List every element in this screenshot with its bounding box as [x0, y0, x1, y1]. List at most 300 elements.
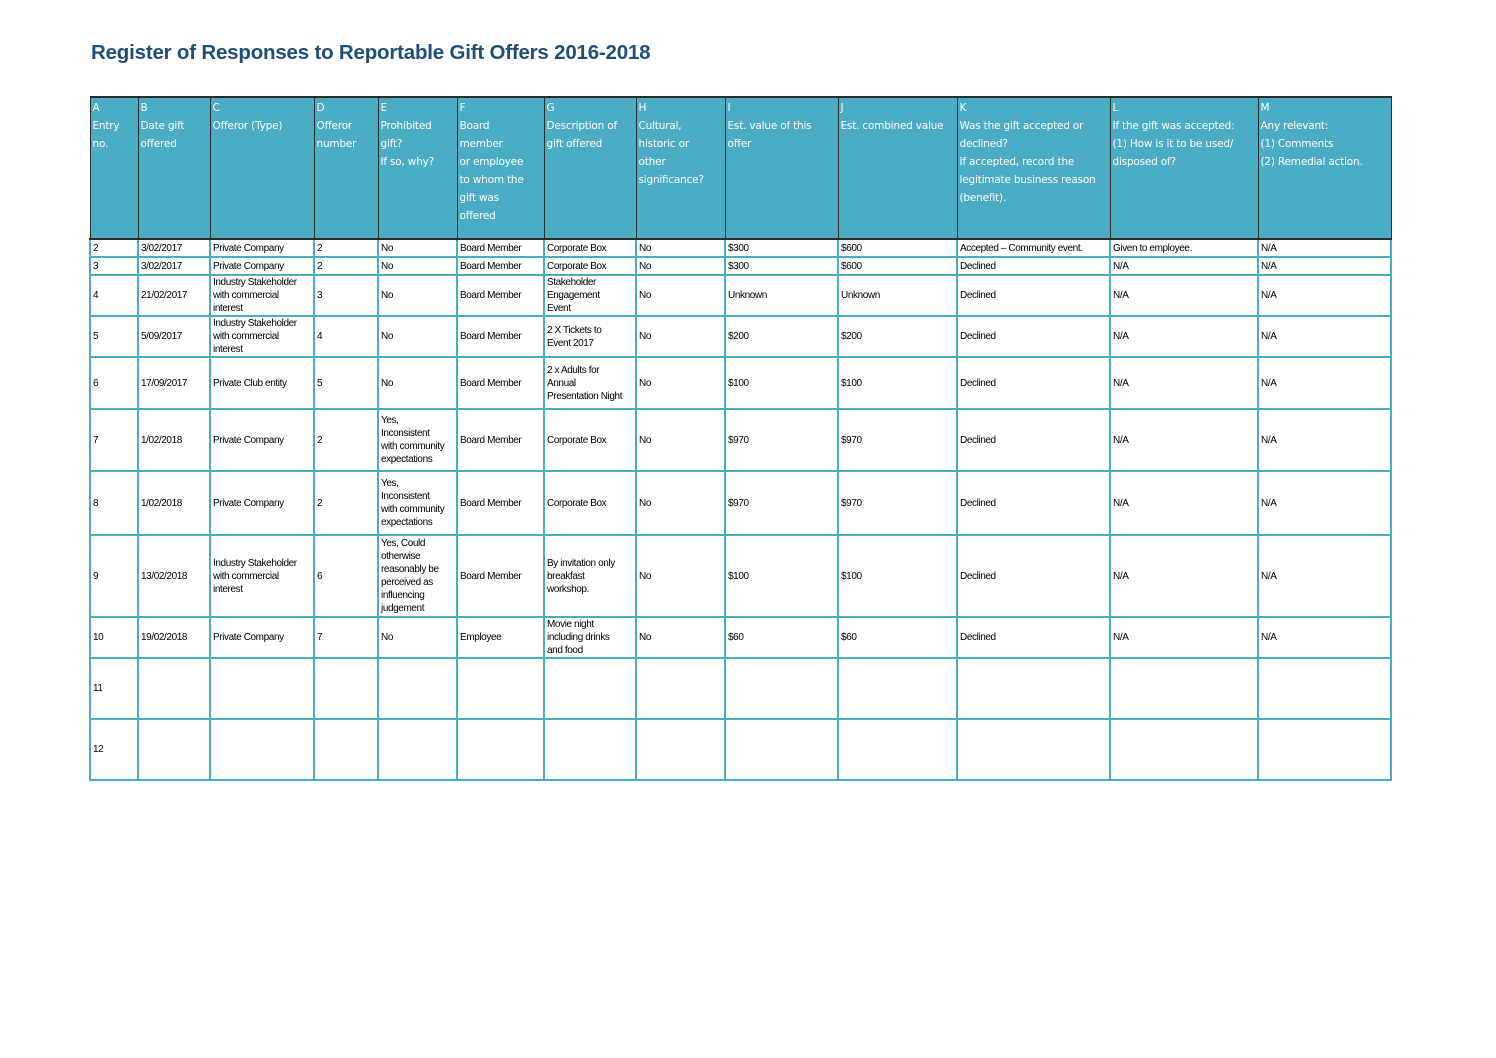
table-cell [1110, 535, 1258, 617]
table-cell [957, 471, 1110, 535]
table-cell [1258, 257, 1391, 275]
cell-line: N/A [1261, 632, 1277, 643]
cell-line: Inconsistent [381, 491, 430, 502]
table-cell [457, 239, 544, 257]
column-header-line: disposed of? [1112, 156, 1176, 168]
table-cell [957, 409, 1110, 471]
table-cell [544, 316, 636, 357]
table-cell [90, 257, 138, 275]
table-cell [544, 409, 636, 471]
table-cell [838, 719, 957, 780]
table-cell [314, 658, 378, 719]
column-header-line: to whom the [459, 174, 524, 186]
column-header-line: Was the gift accepted or [959, 120, 1084, 132]
column-header-i [725, 97, 838, 239]
table-cell [1110, 719, 1258, 780]
cell-line: No [381, 260, 393, 272]
cell-line: Industry Stakeholder [213, 318, 297, 329]
cell-line: No [639, 377, 651, 389]
table-cell [636, 719, 725, 780]
cell-line: Declined [960, 331, 996, 342]
cell-line: breakfast [547, 570, 585, 582]
column-letter: J [840, 102, 844, 114]
column-header-f [457, 97, 544, 239]
cell-line: 11 [93, 683, 103, 694]
column-header-line: Entry [92, 120, 120, 132]
table-cell [90, 535, 138, 617]
column-header-line: (benefit). [959, 192, 1007, 204]
table-cell [210, 239, 314, 257]
column-header-line: Est. value of this [727, 120, 812, 132]
column-header-line: Any relevant: [1260, 120, 1329, 132]
table-cell [544, 357, 636, 409]
table-cell [725, 658, 838, 719]
column-header-line: offered [459, 210, 496, 222]
cell-line: 6 [93, 377, 99, 389]
cell-line: No [639, 497, 651, 509]
cell-line: Board Member [460, 260, 522, 272]
cell-line: $200 [728, 331, 749, 342]
cell-line: with commercial [213, 331, 279, 342]
cell-line: Declined [960, 570, 996, 582]
cell-line: Accepted – Community event. [960, 242, 1083, 254]
table-cell [1258, 471, 1391, 535]
table-cell [725, 471, 838, 535]
cell-line: Corporate Box [547, 242, 607, 254]
table-row [90, 357, 1391, 409]
table-cell [210, 316, 314, 357]
cell-line: No [639, 331, 651, 342]
table-cell [725, 316, 838, 357]
cell-line: with community [381, 441, 445, 452]
cell-line: No [381, 242, 393, 254]
column-header-line: no. [92, 138, 109, 150]
column-letter: A [92, 102, 100, 114]
table-cell [1110, 658, 1258, 719]
table-cell [378, 275, 457, 316]
table-cell [544, 257, 636, 275]
cell-line: $60 [728, 632, 744, 643]
cell-line: $970 [728, 434, 749, 446]
cell-line: 9 [93, 570, 99, 582]
cell-line: No [381, 632, 393, 643]
cell-line: 13/02/2018 [141, 570, 188, 582]
table-cell [725, 617, 838, 658]
table-cell [1258, 617, 1391, 658]
cell-line: N/A [1113, 434, 1129, 446]
column-header-h [636, 97, 725, 239]
cell-line: 2 [317, 242, 323, 254]
cell-line: with community [381, 504, 445, 515]
column-header-b [138, 97, 210, 239]
cell-line: with commercial [213, 570, 279, 582]
column-header-l [1110, 97, 1258, 239]
table-cell [90, 316, 138, 357]
cell-line: $60 [841, 632, 857, 643]
cell-line: Declined [960, 497, 996, 509]
cell-line: N/A [1261, 331, 1277, 342]
table-cell [1258, 239, 1391, 257]
column-header-g [544, 97, 636, 239]
cell-line: Private Company [213, 632, 284, 643]
cell-line: $200 [841, 331, 862, 342]
column-header-line: If the gift was accepted: [1112, 120, 1235, 132]
table-cell [725, 239, 838, 257]
cell-line: Event 2017 [547, 337, 594, 349]
table-cell [314, 409, 378, 471]
table-cell [138, 357, 210, 409]
column-header-line: (1) Comments [1260, 138, 1334, 150]
column-header-line: gift? [380, 138, 403, 150]
cell-line: Board Member [460, 497, 522, 509]
column-header-line: significance? [638, 174, 704, 186]
table-cell [1258, 658, 1391, 719]
table-cell [838, 617, 957, 658]
cell-line: N/A [1113, 260, 1129, 272]
cell-line: Board Member [460, 377, 522, 389]
table-cell [636, 257, 725, 275]
table-cell [1110, 316, 1258, 357]
column-header-line: or employee [459, 156, 524, 168]
table-cell [138, 658, 210, 719]
table-cell [457, 535, 544, 617]
cell-line: $100 [841, 570, 862, 582]
table-cell [636, 535, 725, 617]
cell-line: 3/02/2017 [141, 260, 182, 272]
page-title: Register of Responses to Reportable Gift Offers 2016-2018 [91, 41, 651, 64]
table-cell [210, 357, 314, 409]
table-cell [636, 471, 725, 535]
table-cell [838, 275, 957, 316]
cell-line: Corporate Box [547, 497, 607, 509]
cell-line: N/A [1261, 290, 1277, 301]
table-cell [378, 357, 457, 409]
table-cell [378, 471, 457, 535]
column-header-line: historic or [638, 138, 689, 150]
table-cell [957, 617, 1110, 658]
table-cell [1258, 409, 1391, 471]
table-cell [138, 409, 210, 471]
cell-line: 5 [93, 331, 99, 342]
cell-line: $100 [728, 377, 749, 389]
cell-line: Private Company [213, 260, 284, 272]
cell-line: N/A [1261, 434, 1277, 446]
table-cell [378, 658, 457, 719]
cell-line: 7 [317, 632, 323, 643]
cell-line: Private Company [213, 434, 284, 446]
table-cell [210, 409, 314, 471]
column-header-line: gift was [459, 192, 499, 204]
table-cell [90, 239, 138, 257]
table-cell [314, 275, 378, 316]
cell-line: expectations [381, 454, 433, 465]
table-cell [725, 275, 838, 316]
table-cell [957, 658, 1110, 719]
cell-line: $300 [728, 260, 749, 272]
cell-line: N/A [1261, 570, 1277, 582]
cell-line: No [639, 260, 651, 272]
table-cell [957, 357, 1110, 409]
cell-line: N/A [1113, 497, 1129, 509]
column-header-d [314, 97, 378, 239]
cell-line: 1/02/2018 [141, 434, 182, 446]
table-cell [378, 719, 457, 780]
cell-line: $970 [841, 497, 862, 509]
column-header-line: gift offered [546, 138, 603, 150]
table-cell [1258, 275, 1391, 316]
cell-line: 2 x Adults for [547, 364, 600, 376]
cell-line: 4 [317, 331, 323, 342]
cell-line: No [381, 290, 393, 301]
table-body [90, 239, 1391, 780]
table-cell [457, 658, 544, 719]
cell-line: expectations [381, 517, 433, 528]
table-cell [90, 658, 138, 719]
column-header-line: If so, why? [380, 156, 435, 168]
table-cell [1258, 357, 1391, 409]
column-header-line: offered [140, 138, 177, 150]
table-cell [636, 409, 725, 471]
table-row [90, 257, 1391, 275]
table-cell [314, 316, 378, 357]
table-cell [138, 275, 210, 316]
cell-line: Board Member [460, 434, 522, 446]
cell-line: 8 [93, 497, 99, 509]
table-row [90, 617, 1391, 658]
table-cell [210, 535, 314, 617]
cell-line: Declined [960, 260, 996, 272]
cell-line: $100 [841, 377, 862, 389]
table-cell [957, 535, 1110, 617]
cell-line: $300 [728, 242, 749, 254]
table-row [90, 409, 1391, 471]
table-cell [1258, 719, 1391, 780]
table-row [90, 719, 1391, 780]
table-cell [838, 471, 957, 535]
cell-line: $600 [841, 260, 862, 272]
column-header-line: other [638, 156, 666, 168]
cell-line: $100 [728, 570, 749, 582]
cell-line: 2 [317, 497, 323, 509]
table-row [90, 471, 1391, 535]
cell-line: perceived as [381, 577, 433, 588]
cell-line: Declined [960, 290, 996, 301]
table-cell [544, 535, 636, 617]
cell-line: 1/02/2018 [141, 497, 182, 509]
column-header-line: (2) Remedial action. [1260, 156, 1363, 168]
column-letter: F [459, 102, 466, 114]
table-cell [138, 471, 210, 535]
column-header-line: (1) How is it to be used/ [1112, 138, 1234, 150]
table-cell [838, 239, 957, 257]
table-cell [1110, 617, 1258, 658]
table-cell [90, 357, 138, 409]
cell-line: Given to employee. [1113, 242, 1192, 254]
cell-line: Industry Stakeholder [213, 277, 297, 288]
cell-line: Declined [960, 632, 996, 643]
cell-line: No [639, 632, 651, 643]
column-header-line: member [459, 138, 503, 150]
cell-line: Board Member [460, 570, 522, 582]
table-cell [725, 535, 838, 617]
cell-line: N/A [1113, 290, 1129, 301]
column-header-line: declined? [959, 138, 1008, 150]
column-letter: H [638, 102, 647, 114]
cell-line: No [381, 331, 393, 342]
table-row [90, 239, 1391, 257]
column-letter: D [316, 102, 325, 114]
table-cell [636, 239, 725, 257]
cell-line: 2 [317, 260, 323, 272]
cell-line: 6 [317, 570, 323, 582]
column-header-line: Description of [546, 120, 617, 132]
cell-line: reasonably be [381, 564, 439, 575]
cell-line: No [639, 290, 651, 301]
cell-line: judgement [381, 603, 425, 614]
cell-line: 3 [93, 260, 99, 272]
column-header-line: offer [727, 138, 752, 150]
table-cell [210, 617, 314, 658]
table-row [90, 275, 1391, 316]
cell-line: Board Member [460, 331, 522, 342]
cell-line: Yes, [381, 415, 399, 426]
table-cell [1110, 409, 1258, 471]
cell-line: 10 [93, 632, 104, 643]
table-cell [544, 239, 636, 257]
cell-line: otherwise [381, 551, 421, 562]
cell-line: Industry Stakeholder [213, 557, 297, 569]
table-cell [210, 275, 314, 316]
column-letter: C [212, 102, 220, 114]
column-header-line: legitimate business reason [959, 174, 1096, 186]
column-header-line: Offeror (Type) [212, 120, 283, 132]
column-header-m [1258, 97, 1391, 239]
table-cell [210, 719, 314, 780]
table-cell [1258, 535, 1391, 617]
cell-line: Yes, [381, 478, 399, 489]
table-cell [457, 257, 544, 275]
cell-line: Corporate Box [547, 434, 607, 446]
cell-line: Board Member [460, 290, 522, 301]
table-cell [378, 316, 457, 357]
cell-line: Movie night [547, 619, 594, 630]
table-cell [90, 275, 138, 316]
column-letter: G [546, 102, 555, 114]
column-header-line: Board [459, 120, 490, 132]
cell-line: Annual [547, 377, 576, 389]
table-cell [457, 275, 544, 316]
table-cell [314, 719, 378, 780]
cell-line: interest [213, 583, 243, 595]
table-cell [457, 719, 544, 780]
column-header-line: If accepted, record the [959, 156, 1075, 168]
table-cell [314, 535, 378, 617]
cell-line: 19/02/2018 [141, 632, 188, 643]
table-cell [378, 409, 457, 471]
cell-line: and food [547, 645, 583, 656]
cell-line: Yes, Could [381, 538, 425, 549]
cell-line: 5/09/2017 [141, 331, 182, 342]
cell-line: workshop. [547, 583, 589, 595]
cell-line: 21/02/2017 [141, 290, 188, 301]
cell-line: 3 [317, 290, 323, 301]
cell-line: N/A [1113, 377, 1129, 389]
table-cell [314, 471, 378, 535]
cell-line: N/A [1261, 377, 1277, 389]
column-letter: M [1260, 102, 1270, 114]
column-letter: B [140, 102, 148, 114]
column-header-a [90, 97, 138, 239]
table-cell [544, 617, 636, 658]
cell-line: No [639, 570, 651, 582]
table-cell [1110, 275, 1258, 316]
cell-line: $970 [728, 497, 749, 509]
table-cell [378, 535, 457, 617]
cell-line: 5 [317, 377, 323, 389]
cell-line: 2 X Tickets to [547, 324, 602, 336]
table-cell [957, 257, 1110, 275]
table-cell [957, 719, 1110, 780]
cell-line: N/A [1261, 260, 1277, 272]
column-header-c [210, 97, 314, 239]
cell-line: No [639, 434, 651, 446]
table-cell [457, 316, 544, 357]
table-cell [138, 719, 210, 780]
column-letter: E [380, 102, 387, 114]
column-letter: I [727, 102, 731, 114]
cell-line: Unknown [841, 290, 880, 301]
table-cell [725, 257, 838, 275]
column-letter: L [1112, 102, 1119, 114]
cell-line: 7 [93, 434, 99, 446]
table-cell [636, 275, 725, 316]
table-cell [210, 471, 314, 535]
column-header-k [957, 97, 1110, 239]
table-cell [544, 471, 636, 535]
table-cell [90, 617, 138, 658]
table-cell [314, 239, 378, 257]
table-cell [314, 257, 378, 275]
table-cell [838, 357, 957, 409]
table-cell [138, 257, 210, 275]
cell-line: 2 [317, 434, 323, 446]
cell-line: Unknown [728, 290, 767, 301]
table-cell [210, 658, 314, 719]
table-cell [838, 409, 957, 471]
table-cell [90, 471, 138, 535]
column-letter: K [959, 102, 967, 114]
cell-line: $970 [841, 434, 862, 446]
cell-line: 2 [93, 242, 99, 254]
table-cell [138, 316, 210, 357]
table-cell [838, 658, 957, 719]
table-cell [725, 357, 838, 409]
column-header-line: Est. combined value [840, 120, 944, 132]
table-cell [1110, 471, 1258, 535]
cell-line: 17/09/2017 [141, 377, 188, 389]
table-cell [457, 471, 544, 535]
table-cell [957, 316, 1110, 357]
cell-line: No [381, 377, 393, 389]
cell-line: Employee [460, 632, 502, 643]
table-cell [636, 617, 725, 658]
table-cell [90, 409, 138, 471]
cell-line: By invitation only [547, 557, 615, 569]
table-cell [378, 257, 457, 275]
table-cell [544, 275, 636, 316]
cell-line: Private Company [213, 497, 284, 509]
table-cell [210, 257, 314, 275]
